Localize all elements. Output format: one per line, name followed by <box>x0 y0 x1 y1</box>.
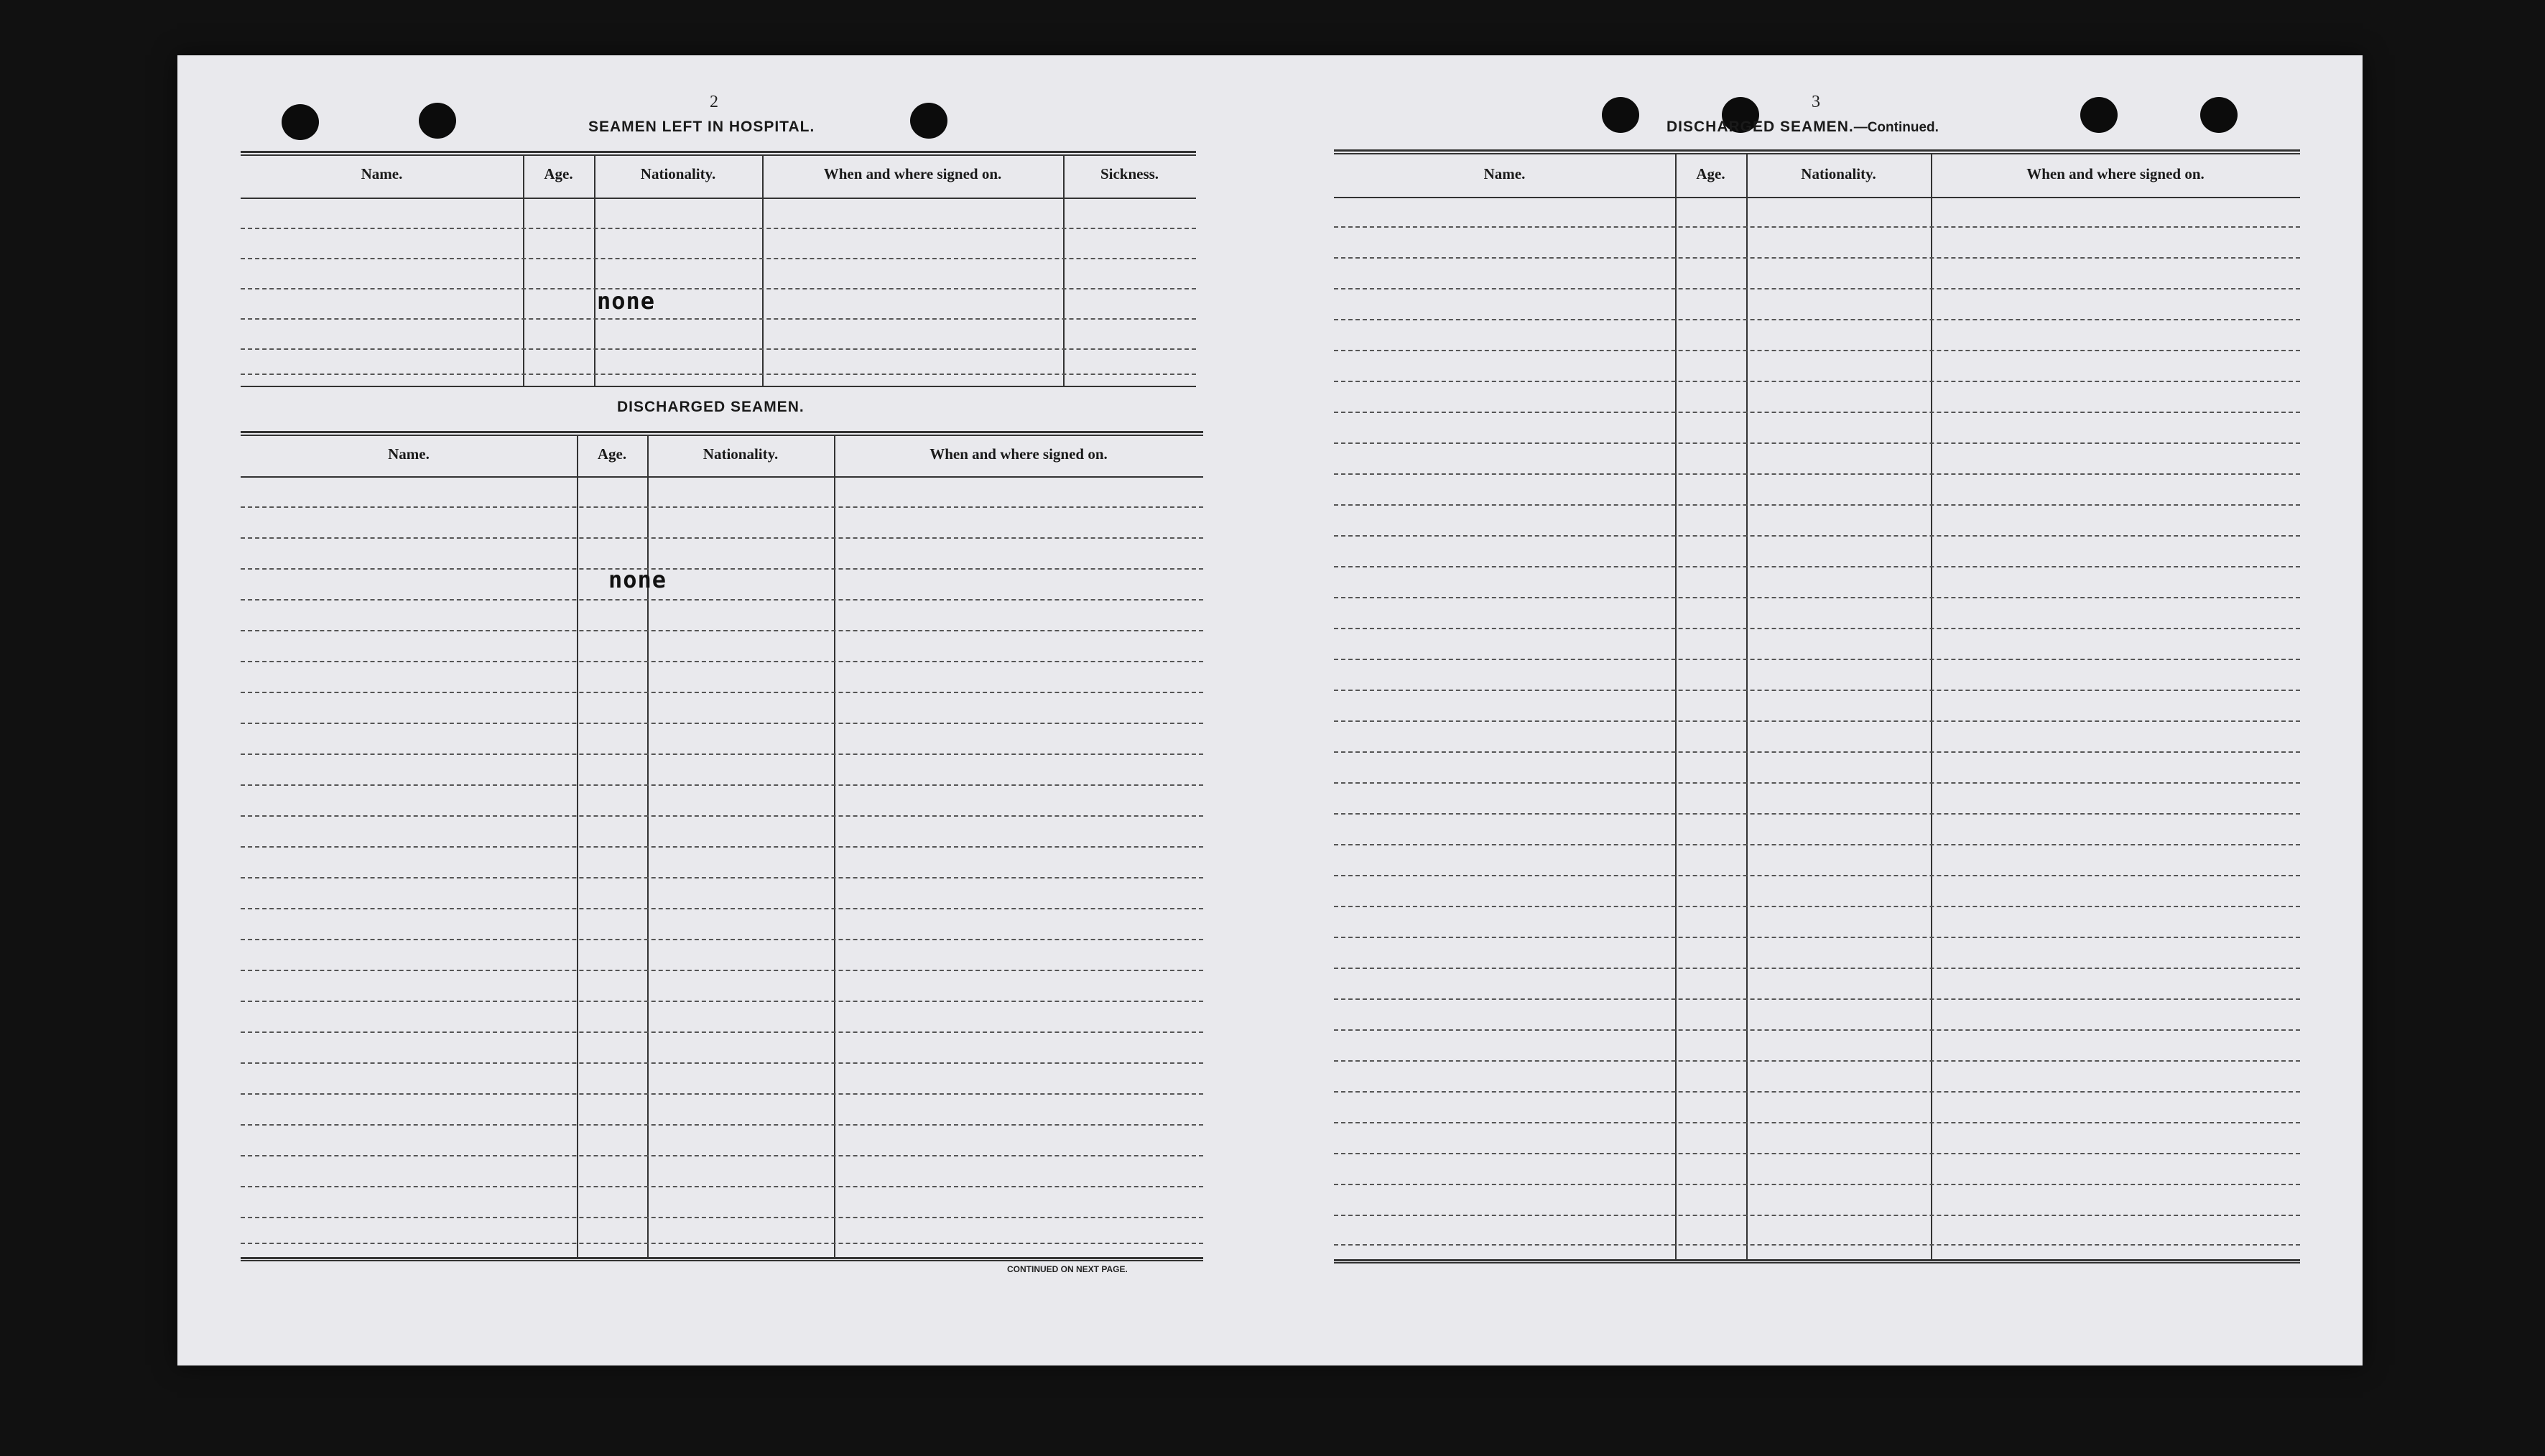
entry-line <box>1334 690 2300 691</box>
punch-hole <box>282 104 319 140</box>
entry-line <box>1334 1153 2300 1154</box>
entry-line <box>1334 1215 2300 1216</box>
entry-line <box>241 228 1196 229</box>
column-header-age: Age. <box>544 165 573 182</box>
entry-line <box>1334 350 2300 351</box>
entry-line <box>241 661 1203 662</box>
column-header-nationality: Nationality. <box>703 445 779 463</box>
entry-line <box>1334 844 2300 845</box>
column-header-name: Name. <box>1483 165 1526 182</box>
entry-line <box>241 877 1203 878</box>
page-number-left: 2 <box>710 93 718 111</box>
entry-line <box>241 318 1196 320</box>
column-header-signed-on: When and where signed on. <box>2026 165 2205 182</box>
column-header-age: Age. <box>597 445 627 463</box>
entry-line <box>241 1093 1203 1095</box>
column-header-age: Age. <box>1696 165 1725 182</box>
punch-hole <box>2080 97 2118 133</box>
entry-line <box>1334 566 2300 567</box>
entry-line <box>241 970 1203 971</box>
entry-line <box>241 1001 1203 1002</box>
entry-line <box>241 784 1203 786</box>
entry-line <box>241 288 1196 289</box>
entry-line <box>1334 998 2300 1000</box>
title-suffix: —Continued. <box>1853 120 1939 135</box>
discharged-table-right <box>1334 149 2300 1266</box>
discharged-continued-title <box>1666 119 1939 136</box>
column-header-name: Name. <box>388 445 430 463</box>
punch-hole <box>910 103 947 139</box>
discharged-section-title: DISCHARGED SEAMEN. <box>617 399 805 415</box>
entry-line <box>241 939 1203 940</box>
entry-line <box>1334 937 2300 938</box>
entry-line <box>241 1155 1203 1156</box>
column-header-nationality: Nationality. <box>1801 165 1876 182</box>
punch-hole <box>1602 97 1639 133</box>
entry-line <box>1334 1029 2300 1031</box>
entry-line <box>1334 1091 2300 1093</box>
entry-line <box>241 630 1203 631</box>
continued-footnote: CONTINUED ON NEXT PAGE. <box>1007 1264 1128 1274</box>
entry-line <box>1334 1060 2300 1062</box>
title-main: DISCHARGED SEAMEN. <box>1666 119 1854 135</box>
entry-line <box>241 568 1203 570</box>
entry-line <box>1334 751 2300 753</box>
entry-line <box>241 753 1203 755</box>
none-stamp: none <box>597 287 656 315</box>
entry-line <box>1334 1184 2300 1185</box>
entry-line <box>1334 381 2300 382</box>
entry-line <box>241 1217 1203 1218</box>
entry-line <box>241 537 1203 539</box>
entry-line <box>1334 968 2300 969</box>
entry-line <box>241 348 1196 350</box>
entry-line <box>1334 659 2300 660</box>
entry-line <box>1334 720 2300 722</box>
entry-line <box>241 692 1203 693</box>
document-sheet <box>177 55 2363 1365</box>
punch-hole <box>419 103 456 139</box>
entry-line <box>1334 412 2300 413</box>
entry-line <box>241 846 1203 848</box>
column-header-name: Name. <box>361 165 403 182</box>
entry-line <box>241 1062 1203 1064</box>
column-header-nationality: Nationality. <box>640 165 716 182</box>
entry-line <box>1334 226 2300 228</box>
entry-line <box>1334 628 2300 629</box>
entry-line <box>1334 906 2300 907</box>
column-header-signed-on: When and where signed on. <box>930 445 1108 463</box>
entry-line <box>1334 1244 2300 1246</box>
entry-line <box>241 1186 1203 1187</box>
hospital-table <box>241 151 1196 388</box>
entry-line <box>1334 535 2300 537</box>
discharged-table-left <box>241 431 1203 1264</box>
hospital-section-title: SEAMEN LEFT IN HOSPITAL. <box>588 119 815 135</box>
page-number-right: 3 <box>1812 93 1820 111</box>
entry-line <box>1334 319 2300 320</box>
entry-line <box>241 1031 1203 1033</box>
punch-hole <box>2200 97 2238 133</box>
entry-line <box>1334 473 2300 475</box>
entry-line <box>1334 782 2300 784</box>
column-header-sickness: Sickness. <box>1100 165 1159 182</box>
entry-line <box>1334 504 2300 506</box>
entry-line <box>241 1243 1203 1244</box>
entry-line <box>1334 813 2300 815</box>
column-header-signed-on: When and where signed on. <box>823 165 1002 182</box>
entry-line <box>241 599 1203 601</box>
entry-line <box>241 258 1196 259</box>
none-stamp: none <box>608 566 667 593</box>
entry-line <box>241 815 1203 817</box>
entry-line <box>241 374 1196 375</box>
entry-line <box>1334 875 2300 876</box>
entry-line <box>241 1124 1203 1126</box>
entry-line <box>1334 1122 2300 1123</box>
entry-line <box>1334 442 2300 444</box>
entry-line <box>1334 288 2300 289</box>
entry-line <box>1334 597 2300 598</box>
entry-line <box>241 723 1203 724</box>
entry-line <box>1334 257 2300 259</box>
entry-line <box>241 506 1203 508</box>
entry-line <box>241 908 1203 909</box>
